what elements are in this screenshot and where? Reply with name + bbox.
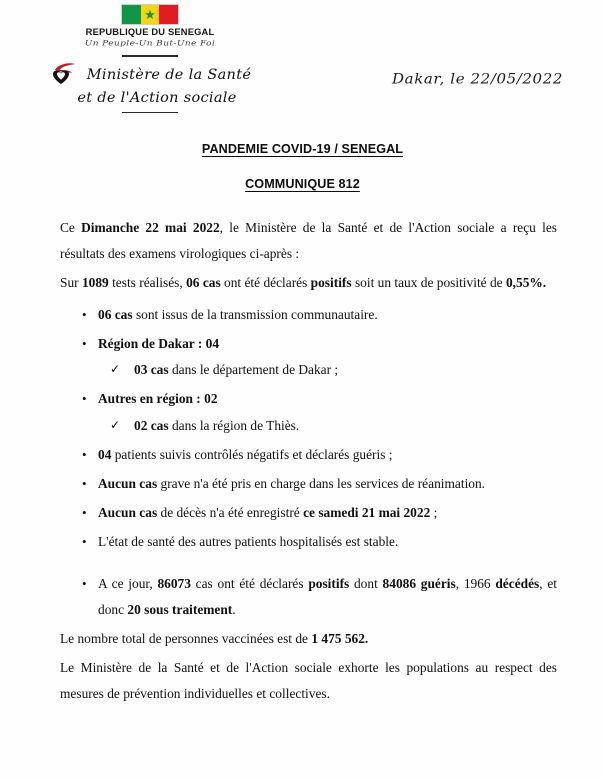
- community-text: sont issus de la transmission communautaire.: [132, 306, 378, 322]
- flag-band-yellow: [141, 5, 160, 24]
- dakar-department-text: dans le département de Dakar ;: [168, 362, 339, 377]
- document-body: [60, 215, 557, 706]
- bullet-icon: •: [82, 391, 87, 406]
- national-motto: Un Peuple-Un But-Une Foi: [84, 39, 216, 49]
- recovered-text: patients suivis contrôlés négatifs et déclarés guéris ;: [111, 446, 393, 462]
- positivity-rate: 0,55%.: [505, 275, 547, 290]
- case-breakdown-list: [60, 302, 557, 623]
- list-item-community: [60, 302, 557, 328]
- other-region-sublist: [98, 413, 557, 439]
- cumulative-text-b: cas ont été déclarés: [190, 576, 309, 591]
- list-item-dakar-department: [98, 357, 557, 383]
- list-item-other-region: [60, 386, 557, 438]
- cumulative-total: 86073: [157, 576, 191, 591]
- deaths-text-end: ;: [430, 504, 438, 520]
- list-item-severe: [60, 471, 557, 497]
- ministry-emblem-icon: [49, 61, 81, 89]
- cumulative-text-c: dont: [349, 576, 383, 591]
- vaccination-paragraph: [60, 626, 557, 652]
- vaccination-text: Le nombre total de personnes vaccinées est de: [60, 630, 312, 646]
- national-emblem-block: [0, 2, 300, 117]
- community-count: 06 cas: [98, 306, 133, 322]
- intro-text-a: Ce: [60, 220, 82, 235]
- new-cases-count: 06 cas: [186, 275, 221, 290]
- recovered-count: 04: [98, 446, 112, 462]
- ministry-name-line1: Ministère de la Santé: [86, 66, 252, 83]
- cumulative-recovered: 84086 guéris: [382, 576, 456, 591]
- flag-band-green: [122, 5, 141, 24]
- divider-bottom: [122, 112, 178, 114]
- dakar-sublist: [98, 357, 557, 383]
- bullet-icon: •: [82, 533, 87, 549]
- intro-text-b: , le Ministère de la Santé et de l'Action sociale a reçu les résultats des examens virologiques ci-après :: [60, 220, 557, 261]
- closing-paragraph: Le Ministère de la Santé et de l'Action sociale exhorte les populations au respect des mesures de prévention individuelles et collectives.: [60, 660, 557, 701]
- deaths-date: ce samedi 21 mai 2022: [303, 504, 431, 520]
- flag-band-red: [159, 5, 178, 24]
- document-header: [0, 0, 605, 130]
- cumulative-text-a: A ce jour,: [98, 576, 158, 591]
- divider-top: [122, 55, 178, 57]
- deaths-label: Aucun cas: [98, 504, 158, 520]
- ministry-name-line2: et de l'Action sociale: [77, 89, 237, 106]
- tests-paragraph: [60, 270, 557, 296]
- list-item-deaths: [60, 500, 557, 526]
- list-item-dakar-region: [60, 331, 557, 383]
- bullet-icon: •: [82, 504, 87, 520]
- dakar-department-count: 03 cas: [134, 362, 169, 377]
- tests-text-d: soit un taux de positivité de: [351, 275, 506, 290]
- intro-date: Dimanche 22 mai 2022: [81, 220, 220, 235]
- positive-label: positifs: [310, 275, 352, 290]
- under-treatment: 20 sous traitement: [127, 601, 233, 617]
- tests-text-c: ont été déclarés: [220, 275, 311, 290]
- cumulative-text-f: .: [232, 601, 236, 617]
- list-item-cumulative: [60, 571, 557, 622]
- thies-text: dans la région de Thiès.: [168, 417, 300, 433]
- deaths-text-mid: de décès n'a été enregistré: [157, 504, 304, 520]
- cumulative-positive-label: positifs: [308, 576, 350, 591]
- ministry-title-row: [0, 61, 300, 89]
- tests-count: 1089: [81, 275, 109, 290]
- bullet-icon: •: [82, 475, 87, 491]
- flag-star-icon: ★: [144, 7, 156, 22]
- thies-count: 02 cas: [134, 417, 169, 433]
- severe-label: Aucun cas: [98, 475, 158, 491]
- title-block: [0, 140, 605, 193]
- vaccination-count: 1 475 562.: [311, 630, 369, 646]
- intro-paragraph: [60, 215, 557, 266]
- date-stamp: Dakar, le 22/05/2022: [392, 70, 563, 88]
- dakar-region-label: Région de Dakar : 04: [98, 335, 220, 351]
- other-region-label: Autres en région : 02: [98, 391, 218, 406]
- check-icon: ✓: [110, 417, 121, 432]
- severe-text: grave n'a été pris en charge dans les services de réanimation.: [157, 475, 486, 491]
- communique-number-title: COMMUNIQUE 812: [245, 177, 360, 191]
- cumulative-text-d: , 1966: [455, 576, 496, 591]
- cumulative-text-e: , et donc: [98, 576, 558, 617]
- check-icon: ✓: [110, 362, 121, 376]
- tests-text-a: Sur: [60, 275, 82, 290]
- bullet-icon: •: [82, 306, 87, 322]
- list-item-thies: [98, 413, 557, 439]
- senegal-flag-icon: [121, 4, 179, 25]
- stable-text: L'état de santé des autres patients hospitalisés est stable.: [98, 533, 399, 549]
- page-title: PANDEMIE COVID-19 / SENEGAL: [201, 142, 404, 156]
- list-item-stable: [60, 529, 557, 555]
- bullet-icon: •: [82, 335, 87, 351]
- bullet-icon: •: [82, 446, 87, 462]
- republic-label: REPUBLIQUE DU SENEGAL: [85, 27, 215, 37]
- tests-text-b: tests réalisés,: [108, 275, 187, 290]
- cumulative-deaths: décédés: [495, 576, 540, 591]
- list-item-recovered: [60, 442, 557, 468]
- bullet-icon: •: [82, 576, 87, 591]
